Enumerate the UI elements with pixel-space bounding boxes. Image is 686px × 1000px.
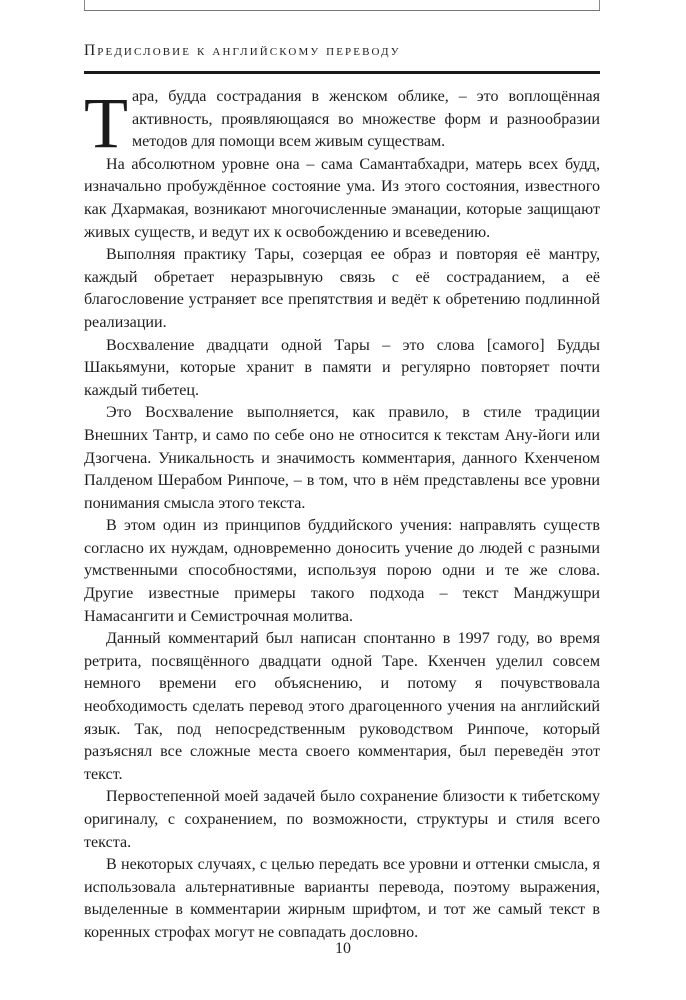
main-text	[84, 83, 600, 945]
drop-cap: Т	[84, 83, 128, 163]
paragraph: В некоторых случаях, с целью передать все уровни и оттенки смысла, я использовала альтернативные варианты перевода, поэтому выражения, выделенные в комментарии жирным шрифтом, и тот же самый текст в коренных строфах могут не совпадать дословно.	[84, 856, 600, 941]
paragraph: Это Восхваление выполняется, как правило, в стиле традиции Внешних Тантр, и само по себе оно не относится к текстам Ану-йоги или Дзогчена. Уникальность и значимость комментария, данного Кхенченом Палденом Шерабом Ринпоче, – в том, что в нём представлены все уровни понимания смысла этого текста.	[84, 404, 600, 512]
paragraph: На абсолютном уровне она – сама Самантабхадри, матерь всех будд, изначально пробуждённое состояние ума. Из этого состояния, известного как Дхармакая, возникают многочисленные эманации, которые защищают живых существ, и ведут их к освобождению и всеведению.	[84, 155, 600, 241]
running-title: Предисловие к английскому переводу	[84, 42, 401, 59]
paragraph	[84, 83, 600, 163]
paragraph: В этом один из принципов буддийского учения: направлять существ согласно их нуждам, одновременно доносить учение до людей с разными умственными способностями, используя порою одни и те же слова. Другие известные примеры такого подхода – текст Манджушри Намасангити и Семистрочная молитва.	[84, 517, 600, 625]
page-number: 10	[335, 940, 351, 957]
paragraph-text: ара, будда сострадания в женском облике, – это воплощённая активность, проявляющаяся во множестве форм и разнообразии методов для помощи всем живым существам.	[131, 88, 600, 151]
paragraph: Данный комментарий был написан спонтанно в 1997 году, во время ретрита, посвящённого двадцати одной Таре. Кхенчен уделил совсем немного времени его объяснению, и потому я почувствовала необходимость сделать перевод этого драгоценного учения на английский язык. Так, под непосредственным руководством Ринпоче, который разъяснял все сложные места своего комментария, был переведён этот текст.	[84, 630, 600, 783]
top-frame-rule	[84, 0, 600, 10]
paragraph: Восхваление двадцати одной Тары – это слова [самого] Будды Шакьямуни, которые хранит в памяти и регулярно повторяет почти каждый тибетец.	[84, 336, 600, 399]
top-thin-rule	[84, 10, 600, 11]
paragraph: Первостепенной моей задачей было сохранение близости к тибетскому оригиналу, с сохранением, по возможности, структуры и стиля всего текста.	[84, 788, 600, 851]
paragraph: Выполняя практику Тары, созерцая ее образ и повторяя её мантру, каждый обретает неразрывную связь с её состраданием, а её благословение устраняет все препятствия и ведёт к обретению подлинной реализации.	[84, 246, 600, 331]
header-rule	[84, 71, 600, 74]
